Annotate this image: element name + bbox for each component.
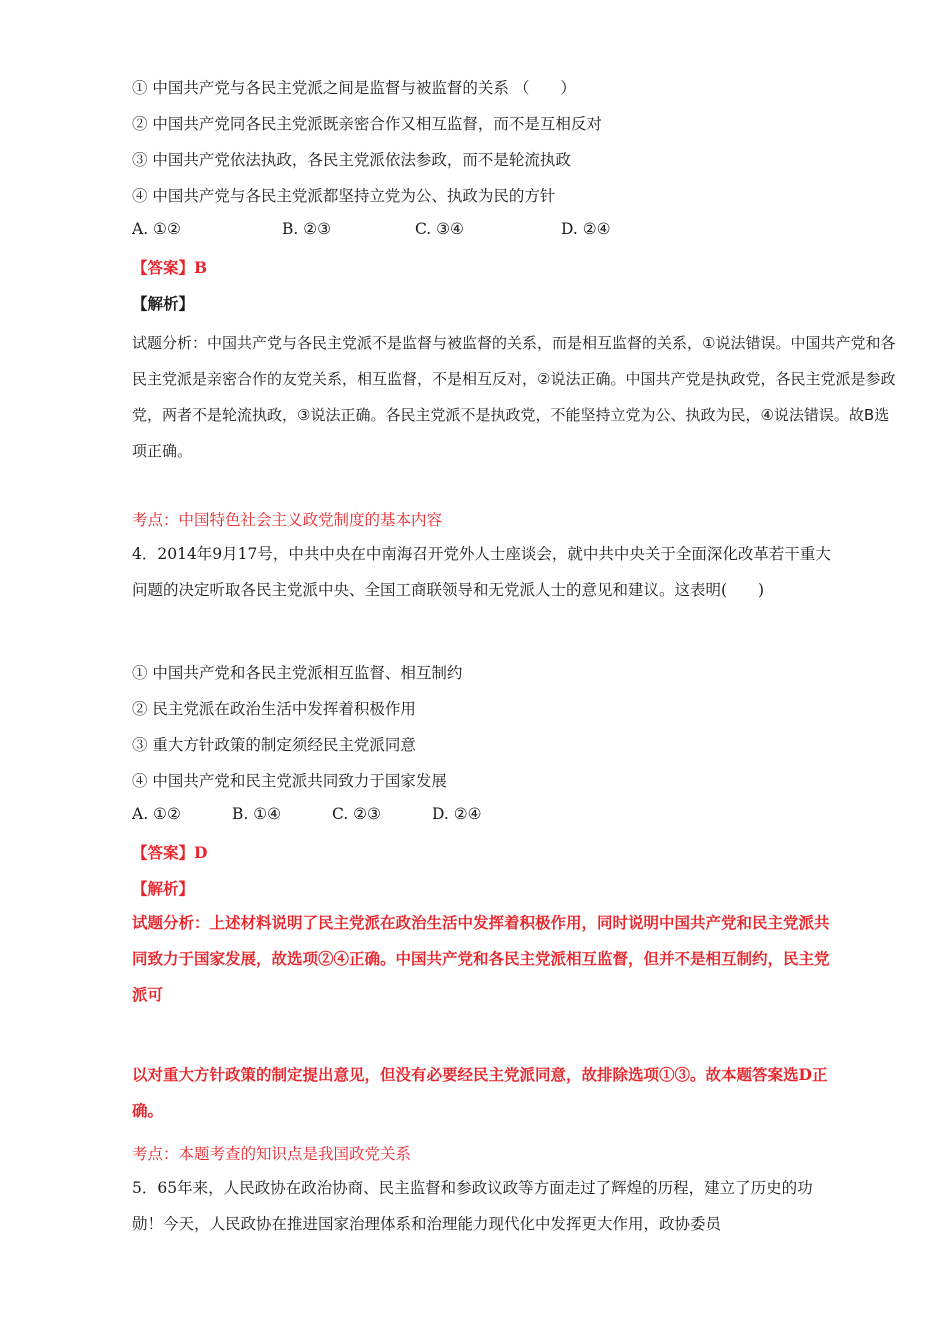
q3-answer-label: 【答案】 xyxy=(132,258,195,277)
q3-choice-d: D. ②④ xyxy=(561,220,611,238)
q5-stem: 5．65年来，人民政协在政治协商、民主监督和参政议政等方面走过了辉煌的历程，建立了历史的功勋！今天，人民政协在推进国家治理体系和治理能力现代化中发挥更大作用，政协委员 xyxy=(132,1179,813,1233)
q3-answer-value: B xyxy=(194,258,208,277)
q4-option-1: ① 中国共产党和各民主党派相互监督、相互制约 xyxy=(132,664,463,682)
q3-option-2: ② 中国共产党同各民主党派既亲密合作又相互监督，而不是互相反对 xyxy=(132,115,602,133)
q4-option-4: ④ 中国共产党和民主党派共同致力于国家发展 xyxy=(132,772,447,790)
q4-analysis-part2: 以对重大方针政策的制定提出意见，但没有必要经民主党派同意，故排除选项①③。故本题答案选D正确。 xyxy=(132,1065,828,1120)
q3-analysis: 试题分析：中国共产党与各民主党派不是监督与被监督的关系，而是相互监督的关系，①说法错误。中国共产党和各民主党派是亲密合作的友党关系，相互监督，不是相互反对，②说法正确。中国共产党是执政党，各民主党派是参政党，两者不是轮流执政，③说法正确。各民主党派不是执政党，不能坚持立党为公、执政为民，④说法错误。故B选项正确。 xyxy=(132,334,896,460)
q4-option-3: ③ 重大方针政策的制定须经民主党派同意 xyxy=(132,736,416,754)
q3-answer xyxy=(132,256,207,278)
q3-option-4: ④ 中国共产党与各民主党派都坚持立党为公、执政为民的方针 xyxy=(132,187,556,205)
q4-choice-d: D. ②④ xyxy=(432,805,482,823)
q4-choice-b: B. ①④ xyxy=(232,805,282,823)
q3-analysis-label: 【解析】 xyxy=(132,294,195,313)
q4-answer-value: D xyxy=(194,843,208,862)
q4-analysis-part1: 试题分析：上述材料说明了民主党派在政治生活中发挥着积极作用，同时说明中国共产党和民主党派共同致力于国家发展，故选项②④正确。中国共产党和各民主党派相互监督，但并不是相互制约，民主党派可 xyxy=(132,913,830,1004)
q3-option-3: ③ 中国共产党依法执政，各民主党派依法参政，而不是轮流执政 xyxy=(132,151,571,169)
q3-kaodian: 考点：中国特色社会主义政党制度的基本内容 xyxy=(132,511,443,529)
q4-option-2: ② 民主党派在政治生活中发挥着积极作用 xyxy=(132,700,416,718)
q4-choice-a: A. ①② xyxy=(132,805,181,823)
q3-choice-b: B. ②③ xyxy=(282,220,332,238)
q4-choice-c: C. ②③ xyxy=(332,805,381,823)
q3-option-1: ① 中国共产党与各民主党派之间是监督与被监督的关系 （ ） xyxy=(132,79,576,97)
q4-analysis-label: 【解析】 xyxy=(132,879,195,898)
q3-choices xyxy=(132,220,611,238)
q4-answer xyxy=(132,841,207,863)
q3-choice-a: A. ①② xyxy=(132,220,181,238)
q4-choices xyxy=(132,805,482,823)
q4-stem: 4．2014年9月17号，中共中央在中南海召开党外人士座谈会，就中共中央关于全面深化改革若干重大问题的决定听取各民主党派中央、全国工商联领导和无党派人士的意见和建议。这表明( ) xyxy=(132,545,831,599)
q4-kaodian: 考点：本题考查的知识点是我国政党关系 xyxy=(132,1145,412,1163)
q4-answer-label: 【答案】 xyxy=(132,843,195,862)
q3-choice-c: C. ③④ xyxy=(415,220,464,238)
